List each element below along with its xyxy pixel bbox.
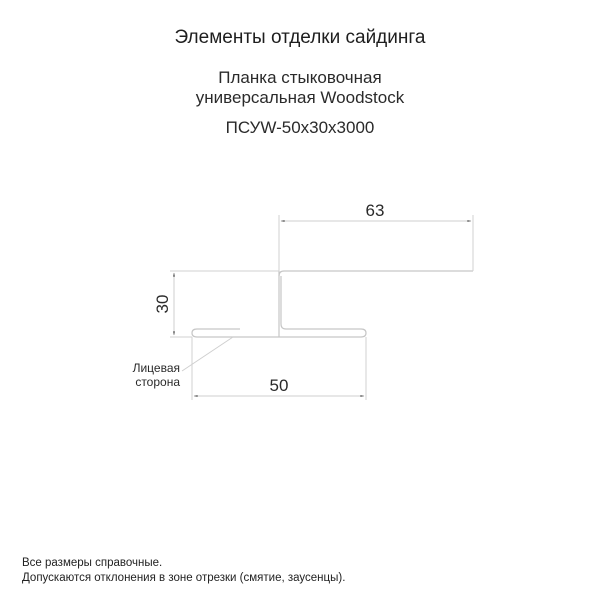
- profile-outline: [192, 271, 473, 337]
- page-title: Элементы отделки сайдинга: [174, 27, 426, 48]
- product-name-line-2: универсальная Woodstock: [195, 88, 405, 107]
- note-cut-deviations: Допускаются отклонения в зоне отрезки (смятие, заусенцы).: [22, 572, 346, 584]
- face-side-label-line-1: Лицевая: [132, 361, 180, 375]
- dimension-height: [153, 273, 174, 335]
- extension-lines: [170, 215, 473, 400]
- dimension-label-30: 30: [153, 294, 172, 314]
- product-name-line-1: Планка стыковочная: [218, 68, 382, 87]
- dimension-top-width: [281, 201, 471, 221]
- profile-top-flange: [279, 271, 473, 276]
- face-side-label-line-2: сторона: [135, 375, 180, 389]
- face-side-leader: [133, 337, 233, 389]
- notes: [22, 556, 345, 586]
- dimension-label-50: 50: [269, 376, 289, 395]
- dimension-label-63: 63: [365, 201, 385, 220]
- leader-line: [182, 337, 233, 371]
- note-reference-dimensions: Все размеры справочные.: [22, 557, 163, 569]
- product-code: ПСУW-50x30x3000: [225, 118, 375, 137]
- dimension-bottom-width: [194, 376, 364, 396]
